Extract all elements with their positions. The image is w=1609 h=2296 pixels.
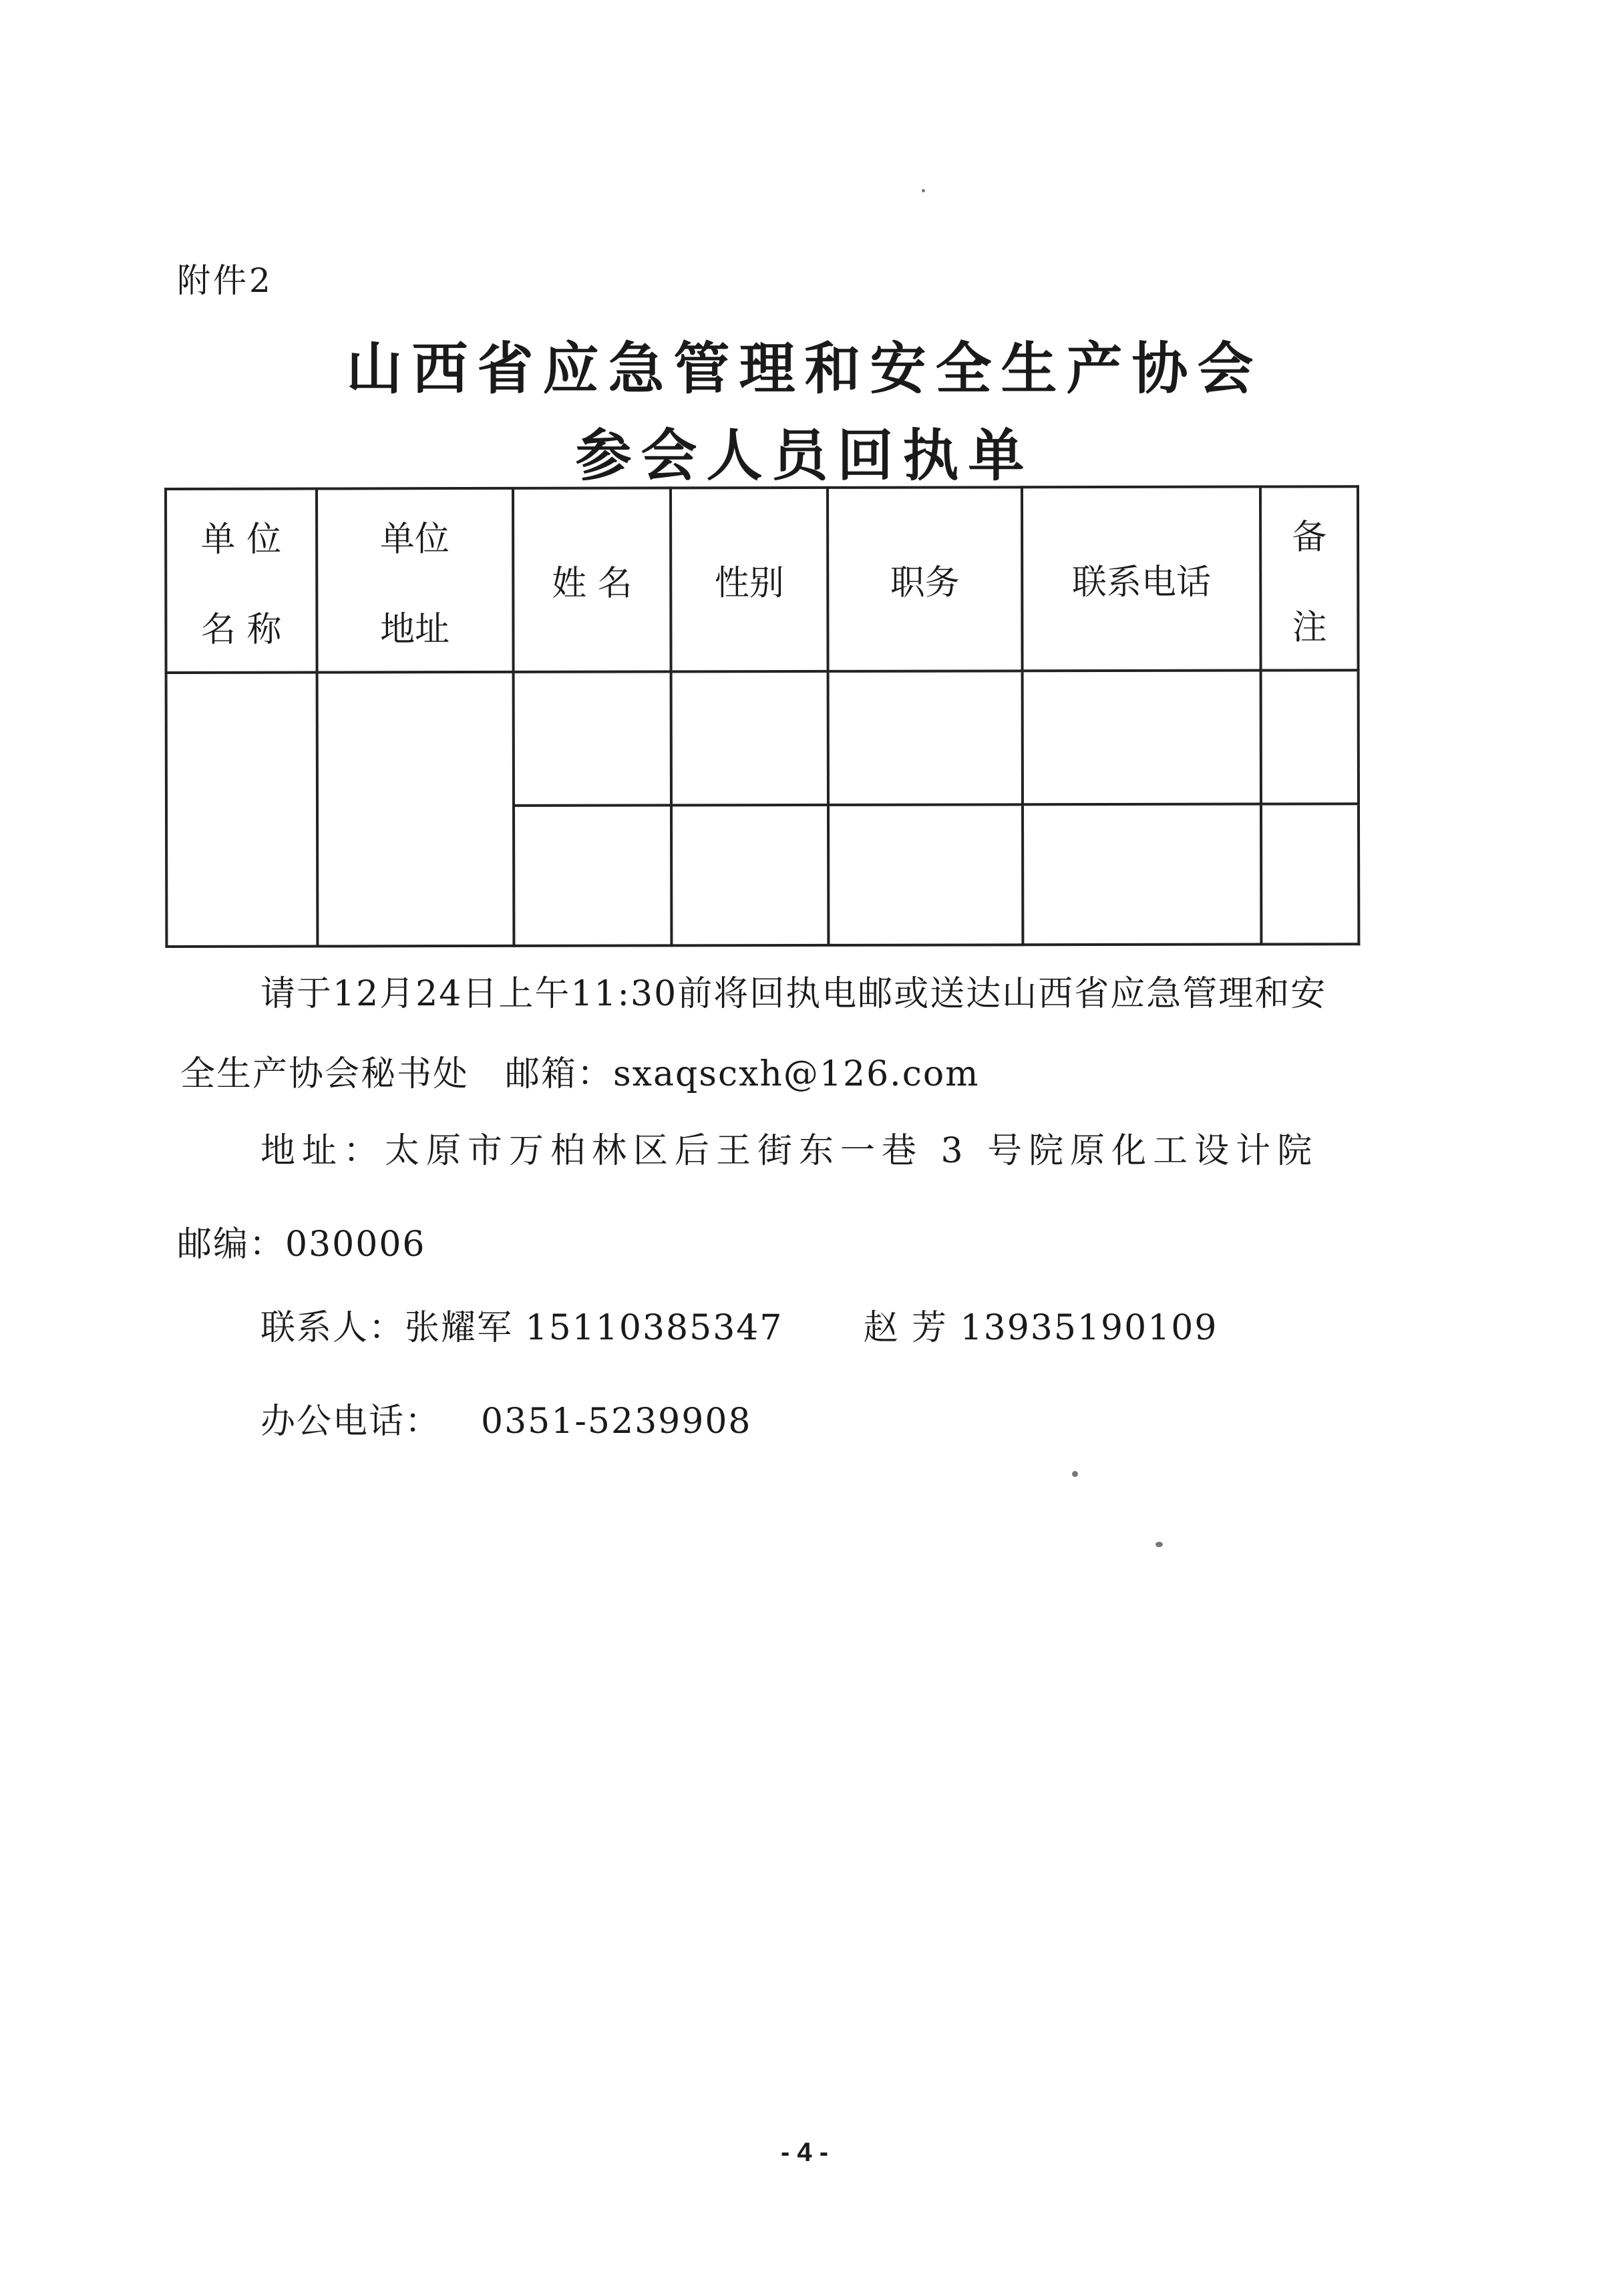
cell-phone[interactable] [1023, 804, 1262, 945]
header-unit-address-top: 单位 [379, 518, 450, 559]
office-phone-line [260, 1393, 752, 1443]
document-title: 山西省应急管理和安全生产协会 [346, 335, 1263, 401]
cell-gender[interactable] [671, 805, 828, 945]
contact-line [260, 1299, 1218, 1349]
cell-position[interactable] [828, 804, 1023, 945]
header-unit-name-bottom: 名 称 [200, 609, 282, 650]
scan-speck [922, 189, 925, 192]
document-subtitle: 参会人员回执单 [575, 422, 1034, 488]
header-name: 姓 名 [513, 488, 671, 671]
cell-position[interactable] [828, 671, 1023, 805]
table-header-row [166, 486, 1359, 673]
contact-person-1: 张耀军 15110385347 [405, 1308, 783, 1348]
cell-name[interactable] [514, 805, 672, 945]
header-unit-address [317, 488, 514, 673]
header-remark-bottom: 注 [1292, 607, 1327, 647]
header-unit-name [166, 489, 317, 673]
cell-phone[interactable] [1023, 671, 1262, 805]
header-remark-top: 备 [1292, 516, 1327, 557]
contact-person-2: 赵 芳 13935190109 [863, 1308, 1218, 1348]
postcode-line: 邮编：030006 [177, 1224, 426, 1265]
cell-name[interactable] [513, 671, 671, 805]
header-unit-name-top: 单 位 [200, 519, 282, 560]
office-phone-number: 0351-5239908 [481, 1402, 752, 1442]
table-row [166, 670, 1359, 806]
office-phone-label: 办公电话： [260, 1402, 441, 1442]
cell-unit-name[interactable] [166, 673, 317, 947]
address-line: 地址：太原市万柏林区后王街东一巷 3 号院原化工设计院 [260, 1131, 1319, 1171]
registration-table [164, 485, 1360, 948]
instruction-line-2: 全生产协会秘书处 邮箱：sxaqscxh@126.com [180, 1054, 980, 1094]
cell-remark[interactable] [1261, 804, 1359, 944]
scan-speck [1072, 1471, 1078, 1477]
instruction-line-1: 请于12月24日上午11:30前将回执电邮或送达山西省应急管理和安 [260, 974, 1327, 1014]
header-position: 职务 [828, 487, 1023, 671]
cell-gender[interactable] [671, 671, 828, 805]
contact-label: 联系人： [260, 1308, 405, 1348]
header-phone: 联系电话 [1022, 487, 1261, 671]
header-gender: 性别 [671, 488, 828, 671]
attachment-label: 附件2 [177, 261, 273, 300]
header-unit-address-bottom: 地址 [380, 609, 450, 649]
cell-remark[interactable] [1261, 670, 1359, 804]
header-remark [1260, 486, 1358, 670]
page-number: - 4 - [780, 2138, 829, 2167]
cell-unit-address[interactable] [317, 672, 514, 947]
scan-speck [1155, 1542, 1163, 1547]
